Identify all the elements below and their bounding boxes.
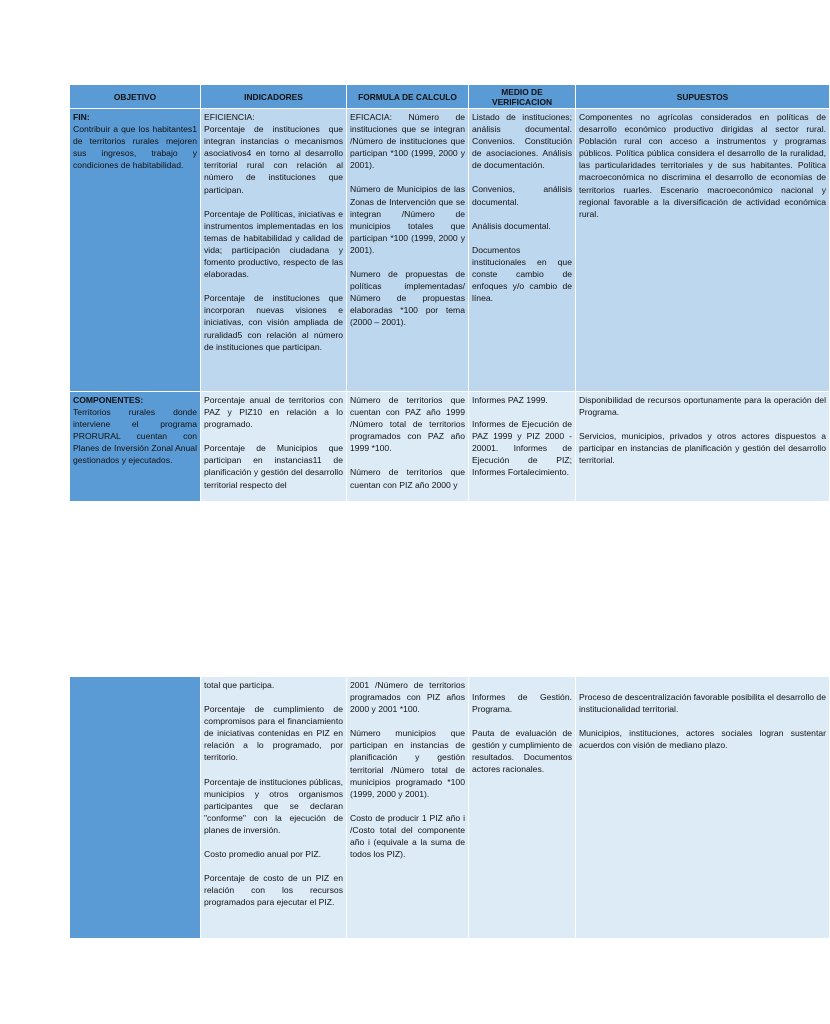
fin-row bbox=[70, 109, 830, 392]
continuacion-indicadores-cell bbox=[201, 677, 347, 939]
continuacion-supuesto-0: Proceso de descentralización favorable posibilita el desarrollo de institucionalidad territorial. bbox=[579, 692, 826, 715]
logframe-table-page-1 bbox=[69, 84, 826, 501]
componentes-formula-cell bbox=[347, 392, 469, 502]
fin-medio-cell bbox=[469, 109, 576, 392]
continuacion-supuesto-1: Municipios, instituciones, actores sociales logran sustentar acuerdos con visión de mediano plazo. bbox=[579, 728, 826, 751]
fin-indicadores-cell bbox=[201, 109, 347, 392]
header-indicadores: INDICADORES bbox=[201, 85, 347, 109]
fin-formula-0: EFICACIA: Número de instituciones que se integran /Número de instituciones que participan *100 (1999, 2000 y 2001). bbox=[350, 112, 465, 171]
fin-formula-2: Numero de propuestas de políticas implementadas/ Número de propuestas elaboradas *100 por tema (2000 – 2001). bbox=[350, 269, 465, 328]
fin-label: FIN: bbox=[73, 112, 90, 122]
continuacion-formula-1: Número municipios que participan en instancias de planificación y gestión territorial /Número total de municipios programado *100 (1999, 2000 y 2001). bbox=[350, 728, 465, 799]
continuacion-formula-0: 2001 /Número de territorios programados con PIZ años 2000 y 2001 *100. bbox=[350, 680, 465, 715]
fin-supuestos-cell bbox=[576, 109, 830, 392]
continuacion-indicador-3: Costo promedio anual por PIZ. bbox=[204, 849, 322, 860]
componentes-objetivo-text: Territorios rurales donde interviene el programa PRORURAL cuentan con Planes de Inversión Zonal Anual gestionados y ejecutados. bbox=[73, 407, 197, 466]
fin-medio-1: Convenios, análisis documental. bbox=[472, 184, 572, 207]
componentes-row bbox=[70, 392, 830, 502]
fin-formula-cell bbox=[347, 109, 469, 392]
continuacion-medio-0: Informes de Gestión. Programa. bbox=[472, 692, 572, 715]
header-supuestos: SUPUESTOS bbox=[576, 85, 830, 109]
fin-objetivo-cell bbox=[70, 109, 201, 392]
componentes-supuesto-0: Disponibilidad de recursos oportunamente para la operación del Programa. bbox=[579, 395, 826, 418]
componentes-indicadores-cell bbox=[201, 392, 347, 502]
continuacion-indicador-0: total que participa. bbox=[204, 680, 275, 690]
componentes-medio-1: Informes de Ejecución de PAZ 1999 y PIZ 2000 - 20001. Informes de Ejecución de PIZ; Informes Fortalecimiento. bbox=[472, 419, 572, 478]
header-formula: FORMULA DE CALCULO bbox=[347, 85, 469, 109]
fin-indicador-1: Porcentaje de instituciones que integran instancias o mecanismos asociativos4 en torno al desarrollo territorial rural con relación al número de instituciones que participan. bbox=[204, 124, 343, 195]
continuacion-objetivo-cell bbox=[70, 677, 201, 939]
fin-supuestos-text: Componentes no agrícolas considerados en políticas de desarrollo económico productivo dirigidas al sector rural. Población rural con acceso a instrumentos y programas públicos. Política pública considera el desarrollo de la ruralidad, las particularidades territoriales y de sus habitantes. Política macroeconómica no discrimina el desarrollo de economías de territorios ruarles. Escenario macroeconómico nacional y regional favorable a la diversificación de actividad económica rural. bbox=[579, 112, 826, 219]
componentes-supuesto-1: Servicios, municipios, privados y otros actores dispuestos a participar en instancias de planificación y gestión del desarrollo territorial. bbox=[579, 431, 826, 466]
continuacion-indicador-2: Porcentaje de instituciones públicas, municipios y otros organismos participantes que se declaran "conforme" con la ejecución de planes de inversión. bbox=[204, 776, 344, 835]
componentes-formula-0: Número de territorios que cuentan con PAZ año 1999 /Número total de territorios programados con PAZ año 1999 *100. bbox=[350, 395, 465, 454]
fin-medio-3: Documentos institucionales en que conste cambio de enfoques y/o cambio de línea. bbox=[472, 244, 572, 304]
continuacion-medio-1: Pauta de evaluación de gestión y cumplimiento de resultados. Documentos actores racionales. bbox=[472, 728, 572, 775]
continuacion-indicador-1: Porcentaje de cumplimiento de compromisos para el financiamiento de iniciativas contenidas en PIZ en relación a lo programado, por territorio. bbox=[204, 704, 343, 763]
continuacion-indicador-4: Porcentaje de costo de un PIZ en relación con los recursos programados para ejecutar el PIZ. bbox=[204, 873, 343, 908]
componentes-label: COMPONENTES: bbox=[73, 395, 144, 405]
componentes-formula-1: Número de territorios que cuentan con PIZ año 2000 y bbox=[350, 467, 465, 490]
continuacion-formula-2: Costo de producir 1 PIZ año i /Costo total del componente año i (equivale a la suma de todos los PIZ). bbox=[350, 812, 465, 860]
fin-medio-0: Listado de instituciones; análisis documental. Convenios. Constitución de asociaciones. Análisis de documentación. bbox=[472, 112, 572, 171]
header-objetivo: OBJETIVO bbox=[70, 85, 201, 109]
componentes-medio-cell bbox=[469, 392, 576, 502]
fin-indicador-3: Porcentaje de instituciones que incorporan nuevas visiones e iniciativas, con visión ampliada de ruralidad5 con relación al número de instituciones que participan. bbox=[204, 293, 343, 352]
continuacion-supuestos-cell bbox=[576, 677, 830, 939]
componentes-indicador-1: Porcentaje de Municipios que participan en instancias11 de planificación y gestión del desarrollo territorial respecto del bbox=[204, 443, 343, 490]
fin-indicador-0: EFICIENCIA: bbox=[204, 112, 255, 122]
header-medio: MEDIO DE VERIFICACION bbox=[469, 85, 576, 109]
continuacion-medio-cell bbox=[469, 677, 576, 939]
logframe-table-page-2 bbox=[69, 676, 826, 938]
fin-formula-1: Número de Municipios de las Zonas de Intervención que se integran /Número de municipios totales que participan *100 (1999, 2000 y 2001). bbox=[350, 184, 465, 255]
fin-objetivo-text: Contribuir a que los habitantes1 de territorios rurales mejoren sus ingresos, trabajo y condiciones de habitabilidad. bbox=[73, 124, 197, 171]
componentes-indicador-0: Porcentaje anual de territorios con PAZ y PIZ10 en relación a lo programado. bbox=[204, 395, 343, 430]
fin-indicador-2: Porcentaje de Políticas, iniciativas e instrumentos implementadas en los temas de habitabilidad y calidad de vida; participación ciudadana y fomento productivo, respecto de las elaboradas. bbox=[204, 208, 343, 280]
fin-medio-2: Análisis documental. bbox=[472, 220, 551, 231]
componentes-supuestos-cell bbox=[576, 392, 830, 502]
componentes-objetivo-cell bbox=[70, 392, 201, 502]
continuacion-row bbox=[70, 677, 830, 939]
componentes-medio-0: Informes PAZ 1999. bbox=[472, 395, 548, 405]
header-row bbox=[70, 85, 830, 109]
continuacion-formula-cell bbox=[347, 677, 469, 939]
